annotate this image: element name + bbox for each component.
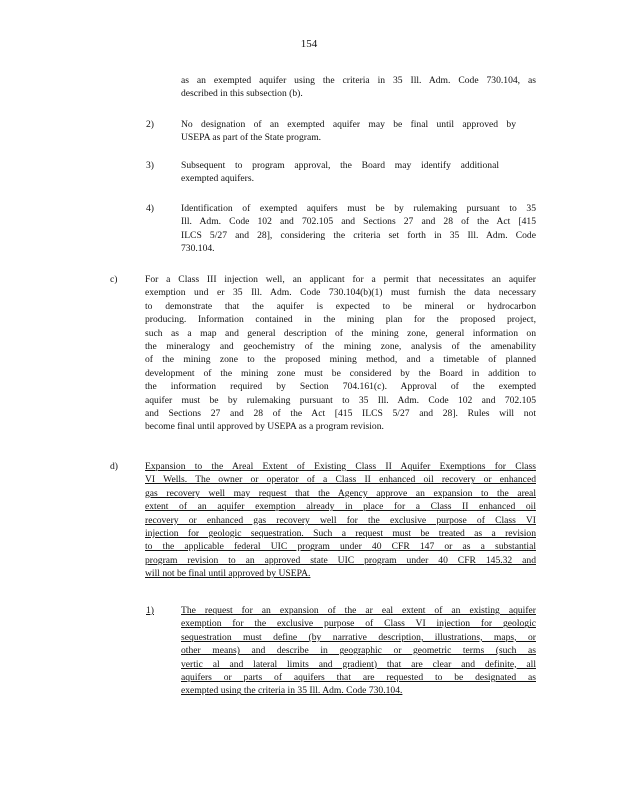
item-d1-label: 1) (146, 605, 154, 616)
item-3-label: 3) (146, 160, 154, 171)
para-d-text: Expansion to the Areal Extent of Existing Class II Aquifer Exemptions for Class VI Wells. The owner or operator of a Class II enhanced oil recovery or enhanced gas recovery well may request that the Agency approve an expansion to the areal extent of an aquifer exemption already in place for a Class II enhanced oil recovery or enhanced gas recovery well for the exclusive purpose of Class VI injection for geologic sequestration. Such a request must be treated as a revision to the applicable federal UIC program under 40 CFR 147 or as a substantial program revision to an approved state UIC program under 40 CFR 145.32 and will not be final until approved by USEPA. (145, 461, 536, 580)
para-c-text: For a Class III injection well, an applicant for a permit that necessitates an aquifer exemption und er 35 Ill. Adm. Code 730.104(b)(1) must furnish the data necessary to demonstrate that the aquifer is expected to be mineral or hydrocarbon producing. Information contained in the mining plan for the proposed project, such as a map and general description of the mining zone, general information on the mineralogy and geochemistry of the mining zone, analysis of the amenability of the mining zone to the proposed mining method, and a timetable of planned development of the mining zone must be considered by the Board in addition to the information required by Section 704.161(c). Approval of the exempted aquifer must be by rulemaking pursuant to 35 Ill. Adm. Code 102 and 702.105 and Sections 27 and 28 of the Act [415 ILCS 5/27 and 28]. Rules will not become final until approved by USEPA as a program revision. (145, 274, 536, 433)
item-4-label: 4) (146, 203, 154, 214)
item-4-text: Identification of exempted aquifers must be by rulemaking pursuant to 35 Ill. Adm. Code 102 and 702.105 and Sections 27 and 28 of the Act [415 ILCS 5/27 and 28], considering the criteria set forth in 35 Ill. Adm. Code 730.104. (181, 203, 536, 255)
item-2-label: 2) (146, 119, 154, 130)
item-3-text: Subsequent to program approval, the Board may identify additional exempted aquifers. (181, 160, 499, 185)
item-d1-text: The request for an expansion of the ar eal extent of an existing aquifer exemption for the exclusive purpose of Class VI injection for geologic sequestration must define (by narrative description, illustrations, maps, or other means) and describe in geographic or geometric terms (such as vertic al and lateral limits and gradient) that are clear and definite, all aquifers or parts of aquifers that are requested to be designated as exempted using the criteria in 35 Ill. Adm. Code 730.104. (181, 605, 536, 697)
continuation-text: as an exempted aquifer using the criteria in 35 Ill. Adm. Code 730.104, as described in this subsection (b). (181, 75, 536, 100)
para-c-label: c) (110, 274, 118, 285)
item-2-text: No designation of an exempted aquifer may be final until approved by USEPA as part of the State program. (181, 119, 516, 144)
page-number: 154 (300, 38, 318, 50)
para-d-label: d) (110, 461, 118, 472)
